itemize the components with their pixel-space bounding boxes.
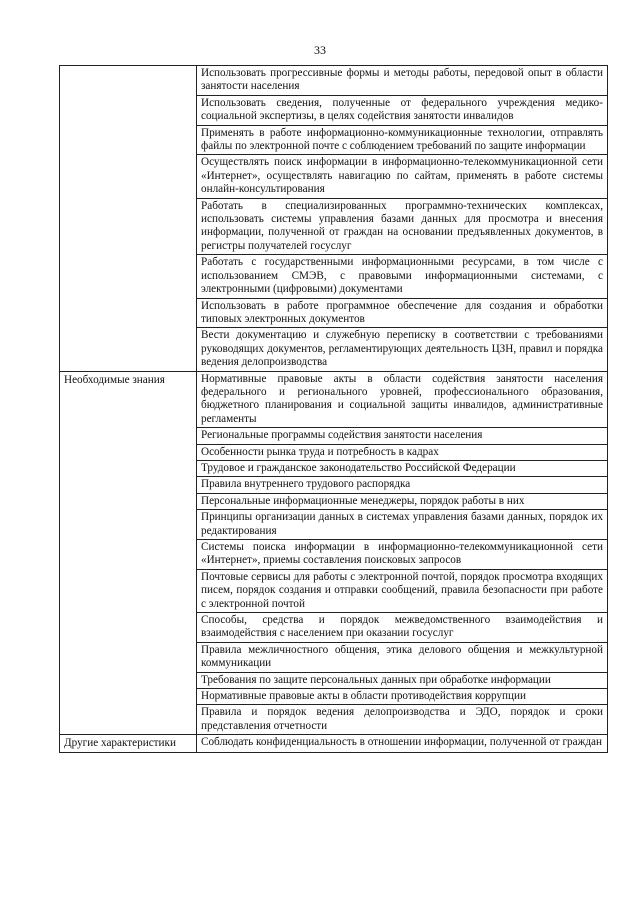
section-label: Другие характеристики	[60, 735, 197, 752]
requirement-item: Соблюдать конфиденциальность в отношении информации, полученной от граждан	[197, 735, 608, 752]
requirement-item: Особенности рынка труда и потребность в кадрах	[197, 444, 608, 460]
page-number: 33	[314, 43, 326, 57]
requirement-item: Использовать сведения, полученные от федерального учреждения медико-социальной экспертизы, в целях содействия занятости инвалидов	[197, 95, 608, 125]
requirement-item: Вести документацию и служебную переписку в соответствии с требованиями руководящих документов, регламентирующих деятельность ЦЗН, правил и порядка ведения делопроизводства	[197, 328, 608, 371]
requirement-item: Региональные программы содействия занятости населения	[197, 428, 608, 444]
requirement-item: Принципы организации данных в системах управления базами данных, порядок их редактирования	[197, 510, 608, 540]
requirement-item: Правила внутреннего трудового распорядка	[197, 477, 608, 493]
requirement-item: Нормативные правовые акты в области противодействия коррупции	[197, 689, 608, 705]
section-label: Необходимые знания	[60, 371, 197, 735]
requirement-item: Системы поиска информации в информационно-телекоммуникационной сети «Интернет», приемы составления поисковых запросов	[197, 540, 608, 570]
requirement-item: Способы, средства и порядок межведомственного взаимодействия и взаимодействия с населением при оказании госуслуг	[197, 613, 608, 643]
requirement-item: Правила и порядок ведения делопроизводства и ЭДО, порядок и сроки представления отчетности	[197, 705, 608, 735]
table-row	[60, 371, 608, 428]
requirement-item: Осуществлять поиск информации в информационно-телекоммуникационной сети «Интернет», осуществлять навигацию по сайтам, применять в работе системы онлайн-консультирования	[197, 155, 608, 198]
table-row	[60, 735, 608, 752]
table-row	[60, 66, 608, 96]
requirement-item: Работать в специализированных программно-технических комплексах, использовать системы управления базами данных для просмотра и внесения информации, полученной от граждан на основании предъявленных документов, в регистры получателей госуслуг	[197, 198, 608, 255]
requirement-item: Работать с государственными информационными ресурсами, в том числе с использованием СМЭВ, с правовыми информационными системами, с электронными (цифровыми) документами	[197, 255, 608, 298]
requirements-table-body	[60, 66, 608, 753]
requirement-item: Правила межличностного общения, этика делового общения и межкультурной коммуникации	[197, 642, 608, 672]
requirement-item: Использовать прогрессивные формы и методы работы, передовой опыт в области занятости населения	[197, 66, 608, 96]
requirement-item: Использовать в работе программное обеспечение для создания и обработки типовых электронных документов	[197, 298, 608, 328]
requirement-item: Требования по защите персональных данных при обработке информации	[197, 672, 608, 688]
requirement-item: Трудовое и гражданское законодательство Российской Федерации	[197, 460, 608, 476]
requirement-item: Почтовые сервисы для работы с электронной почтой, порядок просмотра входящих писем, порядок создания и отправки сообщений, правила безопасности при работе с электронной почтой	[197, 569, 608, 612]
requirement-item: Нормативные правовые акты в области содействия занятости населения федерального и регионального уровней, профессионального образования, бюджетного планирования и социальной защиты инвалидов, административные регламенты	[197, 371, 608, 428]
requirement-item: Персональные информационные менеджеры, порядок работы в них	[197, 493, 608, 509]
section-label	[60, 66, 197, 372]
requirement-item: Применять в работе информационно-коммуникационные технологии, отправлять файлы по электронной почте с соблюдением требований по защите информации	[197, 125, 608, 155]
requirements-table	[59, 65, 608, 753]
